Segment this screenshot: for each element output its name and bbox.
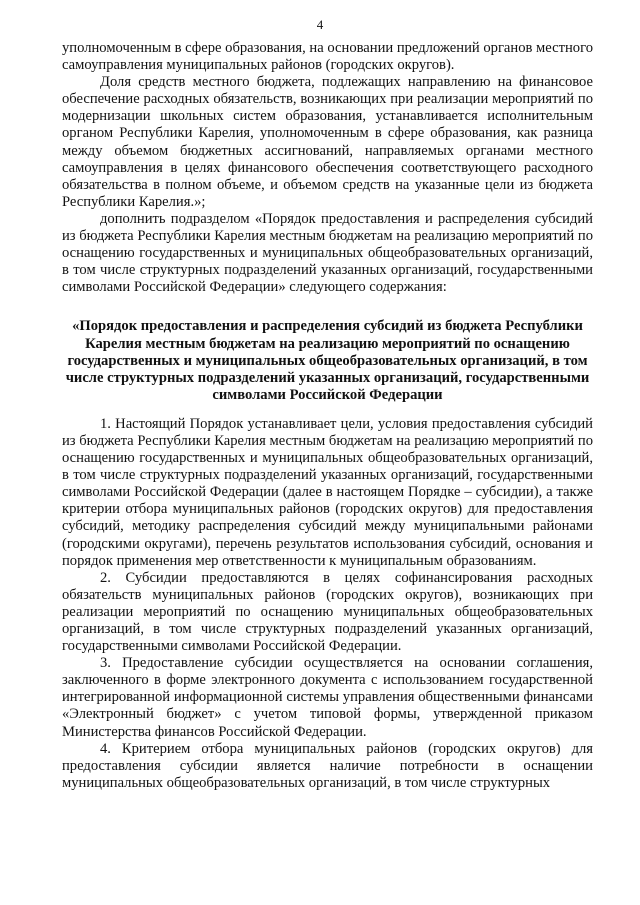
paragraph: 1. Настоящий Порядок устанавливает цели, условия предоставления субсидий из бюджета Республики Карелия местным бюджетам на реализацию мероприятий по оснащению государственных и муниципальных общеобразовательных организаций, в том числе структурных подразделений указанных организаций, государственными символами Российской Федерации (далее в настоящем Порядке – субсидии), а также критерии отбора муниципальных районов (городских округов) для предоставления субсидий, методику распределения субсидий между муниципальными районами (городскими округами), перечень результатов использования субсидий, основания и порядок применения мер ответственности к муниципальным образованиям. [62,415,593,569]
document-body [62,40,593,792]
paragraph: дополнить подразделом «Порядок предоставления и распределения субсидий из бюджета Республики Карелия местным бюджетам на реализацию мероприятий по оснащению государственных и муниципальных общеобразовательных организаций, в том числе структурных подразделений указанных организаций, государственными символами Российской Федерации» следующего содержания: [62,210,593,296]
paragraph: 3. Предоставление субсидии осуществляется на основании соглашения, заключенного в форме электронного документа с использованием государственной интегрированной информационной системы управления общественными финансами «Электронный бюджет» с учетом типовой формы, утвержденной приказом Министерства финансов Российской Федерации. [62,655,593,740]
paragraph: Доля средств местного бюджета, подлежащих направлению на финансовое обеспечение расходных обязательств, возникающих при реализации мероприятий по модернизации школьных систем образования, устанавливается исполнительным органом Республики Карелия, уполномоченным в сфере образования, как разница между объемом бюджетных ассигнований, направляемых органами местного самоуправления в целях финансового обеспечения соответствующего расходного обязательства в полном объеме, и объемом средств на указанные цели из бюджета Республики Карелия.»; [62,74,593,210]
paragraph: 4. Критерием отбора муниципальных районов (городских округов) для предоставления субсидии является наличие потребности в оснащении муниципальных общеобразовательных организаций, в том числе структурных [62,740,593,791]
section-heading: «Порядок предоставления и распределения субсидий из бюджета Республики Карелия местным бюджетам на реализацию мероприятий по оснащению государственных и муниципальных общеобразовательных организаций, в том числе структурных подразделений указанных организаций, государственными символами Российской Федерации [65,318,590,403]
paragraph: уполномоченным в сфере образования, на основании предложений органов местного самоуправления муниципальных районов (городских округов). [62,40,594,74]
page-number: 4 [316,17,324,32]
paragraph: 2. Субсидии предоставляются в целях софинансирования расходных обязательств муниципальных районов (городских округов), возникающих при реализации мероприятий по оснащению муниципальных общеобразовательных организаций, в том числе структурных подразделений указанных организаций, государственными символами Российской Федерации. [62,569,593,655]
